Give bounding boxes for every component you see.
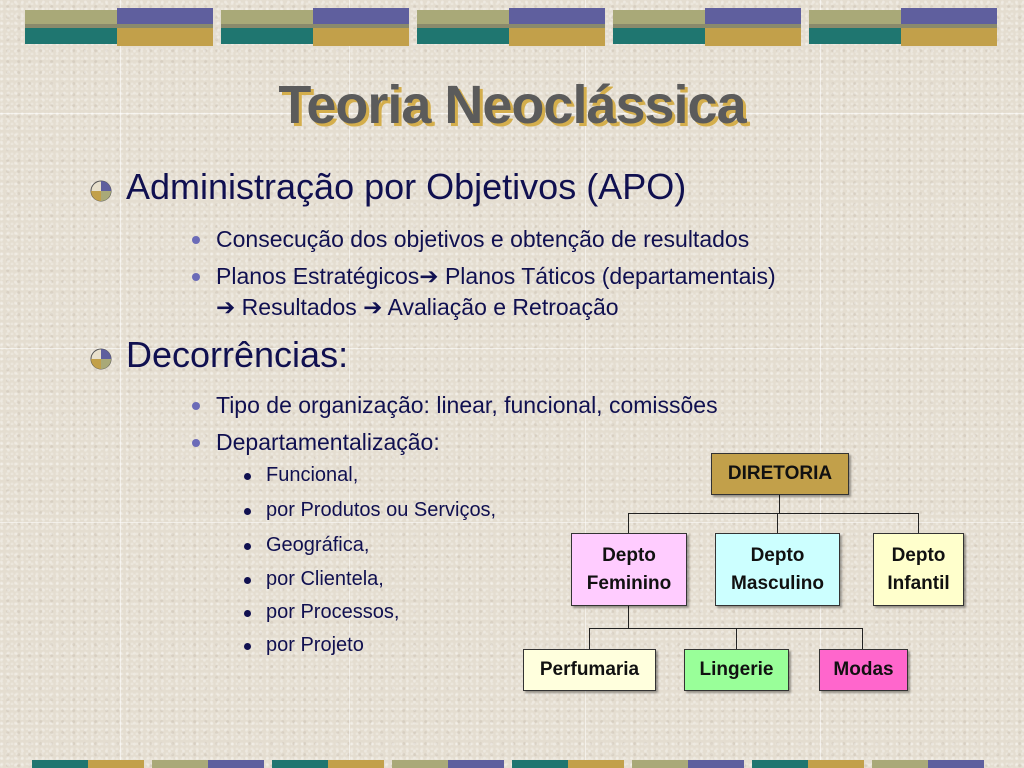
right-arrow-icon: ➔	[216, 294, 236, 320]
org-node-depto-infantil	[873, 533, 964, 606]
connector-line	[918, 513, 919, 533]
item-text: Funcional,	[266, 464, 359, 486]
org-node-label: Feminino	[586, 572, 672, 594]
connector-line	[862, 628, 863, 649]
round-bullet-icon	[192, 402, 200, 410]
org-node-label: Depto	[891, 544, 946, 566]
round-bullet-icon	[192, 236, 200, 244]
item-text: por Produtos ou Serviços,	[266, 499, 497, 521]
org-node-label: Lingerie	[699, 659, 774, 680]
bullet-text: Decorrências:	[126, 334, 349, 375]
slide-title: Teoria Neoclássica	[278, 75, 746, 135]
decoration-block	[25, 8, 213, 46]
org-node-label: Masculino	[731, 572, 824, 594]
decoration-block	[613, 8, 801, 46]
connector-line	[736, 628, 737, 649]
connector-line	[779, 495, 780, 513]
resultados-text: Resultados	[235, 294, 364, 320]
planos-taticos-text: Planos Táticos (departamentais)	[438, 263, 776, 289]
connector-line	[777, 513, 778, 533]
org-node-lingerie	[684, 649, 789, 691]
connector-line	[589, 628, 590, 649]
sub-bullet-line	[216, 260, 776, 292]
round-bullet-icon	[244, 543, 251, 550]
right-arrow-icon: ➔	[419, 263, 439, 289]
decoration-block	[417, 8, 605, 46]
org-node-label: DIRETORIA	[727, 463, 833, 484]
item-text: por Clientela,	[266, 568, 384, 590]
org-node-label: Infantil	[887, 572, 950, 594]
sub-bullet-text: Consecução dos objetivos e obtenção de resultados	[216, 226, 750, 252]
round-bullet-icon	[244, 508, 251, 515]
round-bullet-icon	[244, 577, 251, 584]
background-gridline	[0, 522, 1024, 523]
org-node-diretoria	[711, 453, 849, 495]
round-bullet-icon	[244, 610, 251, 617]
decoration-block	[809, 8, 997, 46]
sub-bullet-text: Tipo de organização: linear, funcional, comissões	[216, 392, 718, 418]
bottom-decoration-strip	[0, 760, 1024, 768]
connector-line	[589, 628, 863, 629]
connector-line	[628, 513, 629, 533]
item-text: Geográfica,	[266, 534, 370, 556]
round-bullet-icon	[244, 473, 251, 480]
right-arrow-icon: ➔	[363, 294, 383, 320]
round-bullet-icon	[192, 439, 200, 447]
org-node-perfumaria	[523, 649, 656, 691]
round-bullet-icon	[244, 643, 251, 650]
round-bullet-icon	[192, 273, 200, 281]
org-node-depto-masculino	[715, 533, 840, 606]
org-node-label: Depto	[750, 544, 805, 566]
quadrant-bullet-icon	[90, 180, 112, 202]
item-text: por Projeto	[266, 634, 364, 656]
org-node-label: Depto	[602, 544, 656, 566]
sub-bullet-text: Departamentalização:	[216, 429, 440, 455]
avaliacao-text: Avaliação e Retroação	[382, 294, 619, 320]
org-node-modas	[819, 649, 908, 691]
sub-bullet-continuation	[216, 291, 619, 323]
org-node-label: Modas	[833, 659, 894, 680]
org-node-label: Perfumaria	[539, 659, 640, 680]
connector-line	[628, 513, 919, 514]
item-text: por Processos,	[266, 601, 400, 623]
bullet-text: Administração por Objetivos (APO)	[126, 166, 687, 207]
decoration-block	[221, 8, 409, 46]
org-node-depto-feminino	[571, 533, 687, 606]
planos-estrategicos-text: Planos Estratégicos	[216, 263, 420, 289]
quadrant-bullet-icon	[90, 348, 112, 370]
connector-line	[628, 606, 629, 628]
